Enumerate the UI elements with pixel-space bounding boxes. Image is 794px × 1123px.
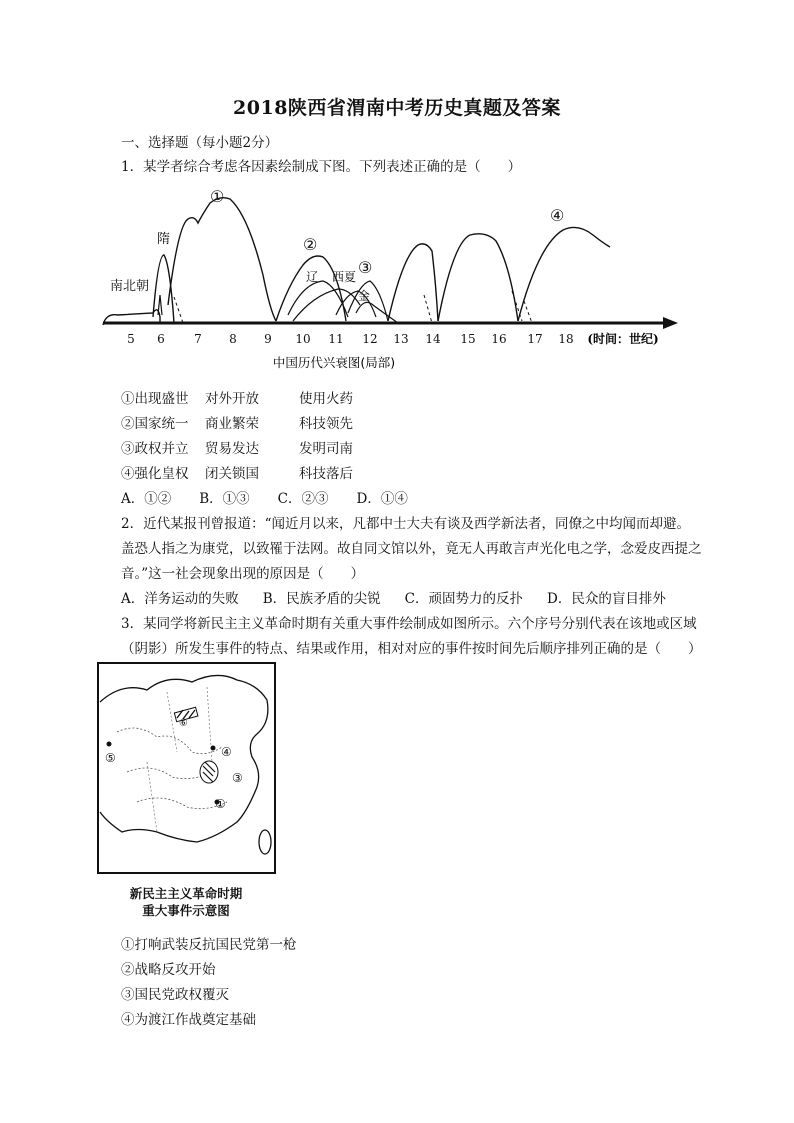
- choice-d[interactable]: D．民众的盲目排外: [547, 591, 666, 607]
- tick-label: 5: [127, 332, 135, 346]
- question-2-line: 盖恐人指之为康党，以致罹于法网。故自同文馆以外，竟无人再敢言声光化电之学，念爱皮西提之: [121, 541, 702, 557]
- tick-label: 8: [229, 332, 237, 346]
- map-label: ⑥: [179, 718, 188, 729]
- choice-d[interactable]: D．①④: [356, 491, 408, 507]
- chart-axis-arrow: [663, 317, 678, 329]
- section-heading: 一、选择题（每小题2分）: [121, 135, 279, 151]
- label-circle-3: ③: [358, 258, 373, 277]
- choice-a[interactable]: A．①②: [121, 491, 172, 507]
- tick-label: 10: [295, 332, 311, 346]
- label-sui: 隋: [157, 232, 171, 247]
- tick-label: 16: [491, 332, 507, 346]
- tick-label: 13: [393, 332, 409, 346]
- tick-label: 14: [425, 332, 441, 346]
- q1-option-row: ③政权并立 贸易发达 发明司南: [121, 441, 353, 457]
- q1-choices: [121, 487, 436, 507]
- label-xixia: 西夏: [332, 270, 357, 284]
- question-2-line: 音。”这一社会现象出现的原因是（ ）: [121, 566, 365, 582]
- q3-item: ④为渡江作战奠定基础: [121, 1012, 256, 1028]
- label-circle-1: ①: [210, 187, 225, 206]
- question-2-line: 2．近代某报刊曾报道：“闻近月以来，凡都中士大夫有谈及西学新法者，同僚之中均闻而却避。: [121, 516, 690, 532]
- tick-label: 12: [362, 332, 378, 346]
- tick-label: 11: [328, 332, 344, 346]
- tick-label: 17: [527, 332, 543, 346]
- map-frame: [98, 663, 275, 873]
- choice-c[interactable]: C．②③: [277, 491, 329, 507]
- tick-label: 6: [157, 332, 165, 346]
- choice-b[interactable]: B．①③: [199, 491, 250, 507]
- question-1-stem: 1．某学者综合考虑各因素绘制成下图。下列表述正确的是（ ）: [121, 159, 522, 175]
- choice-c[interactable]: C．顽固势力的反扑: [404, 591, 524, 607]
- map-caption-2: 重大事件示意图: [142, 903, 230, 918]
- map-label: ④: [221, 745, 232, 759]
- label-nanbeichao: 南北朝: [110, 279, 150, 294]
- dynasty-chart: [98, 185, 678, 375]
- revolution-map: [97, 662, 278, 925]
- question-3-line: （阴影）所发生事件的特点、结果或作用，相对对应的事件按时间先后顺序排列正确的是（ ）: [121, 641, 702, 657]
- q2-choices: [121, 587, 666, 607]
- map-caption-1: 新民主主义革命时期: [129, 886, 243, 901]
- page-title: 2018陕西省渭南中考历史真题及答案: [233, 97, 561, 119]
- label-circle-2: ②: [303, 235, 318, 254]
- tick-label: 7: [194, 332, 202, 346]
- q3-item: ①打响武装反抗国民党第一枪: [121, 937, 297, 953]
- map-label: ③: [232, 771, 243, 785]
- tick-label: 15: [460, 332, 476, 346]
- q1-option-row: ②国家统一 商业繁荣 科技领先: [121, 416, 353, 432]
- label-circle-4: ④: [550, 206, 565, 225]
- chart-x-label: (时间：世纪): [587, 332, 659, 346]
- question-3-line: 3．某同学将新民主主义革命时期有关重大事件绘制成如图所示。六个序号分别代表在该地或区域: [121, 616, 697, 632]
- map-label: ①: [215, 797, 226, 811]
- map-label: ⑤: [105, 751, 116, 765]
- label-liao: 辽: [306, 270, 319, 284]
- choice-b[interactable]: B．民族矛盾的尖锐: [262, 591, 381, 607]
- q1-option-row: ①出现盛世 对外开放 使用火药: [121, 391, 353, 407]
- tick-label: 18: [558, 332, 574, 346]
- q3-item: ②战略反攻开始: [121, 962, 216, 978]
- chart-caption: 中国历代兴衰图(局部): [272, 355, 396, 370]
- q3-item: ③国民党政权覆灭: [121, 987, 229, 1003]
- q1-option-row: ④强化皇权 闭关锁国 科技落后: [121, 466, 353, 482]
- taiwan-outline: [259, 830, 271, 854]
- choice-a[interactable]: A．洋务运动的失败: [121, 591, 239, 607]
- tick-label: 9: [264, 332, 272, 346]
- label-jin: 金: [358, 289, 371, 303]
